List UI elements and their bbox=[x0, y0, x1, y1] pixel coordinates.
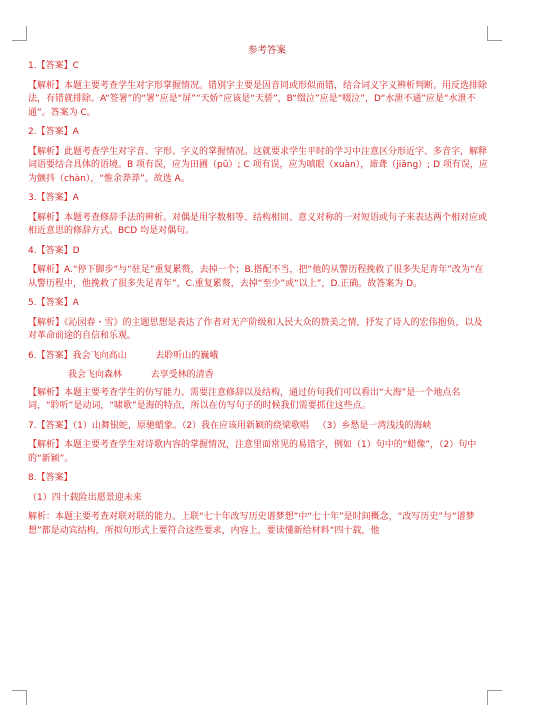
answer-6: 6.【答案】我会飞向高山 去聆听山的巍峨 bbox=[28, 350, 219, 361]
analysis-2: 【解析】此题考查学生对字音、字形、字义的掌握情况。这就要求学生平时的学习中注意区分形近字、多音字，解释词语要结合具体的语境。B 项有误，应为田圃（pǔ）; C 项有误，应为嗔眼（xuàn），谛聋（jiǎng）; D 项有误，应为颤抖（chàn），“惟余莽莽”。故选 A。 bbox=[28, 146, 488, 184]
crop-mark-bottom-left bbox=[12, 690, 27, 705]
analysis-8: 解析：本题主要考查对联对联的能力。上联“七十年改写历史谱梦想”中“七十年”是时间概念，“改写历史”与“谱梦想”都是动宾结构，所拟句形式上要符合这些要求，内容上，要读懂新给材料“四十载，他 bbox=[28, 512, 475, 536]
answer-8: 8.【答案】 bbox=[28, 473, 73, 483]
crop-mark-top-right bbox=[487, 26, 502, 41]
analysis-5: 【解析】《沁园春・雪》的主题思想是表达了作者对无产阶级和人民大众的赞美之情，抒发了诗人的宏伟抱负，以及对革命前途的自信和乐观。 bbox=[28, 317, 483, 341]
analysis-4: 【解析】A.“停下脚步”与“驻足”重复累赘，去掉一个；B.搭配不当，把“他的从警历程挽救了很多失足青年”改为“在从警历程中，他挽救了很多失足青年”，C.重复累赘，去掉“至少”或“以上”，D.正确。故答案为 D。 bbox=[28, 265, 484, 289]
answer-2: 2.【答案】A bbox=[28, 127, 79, 137]
answer-1: 1.【答案】C bbox=[28, 61, 79, 71]
page-title: 参考答案 bbox=[247, 45, 286, 56]
answer-6-line-2: 我会飞向森林 去享受林的清香 bbox=[68, 370, 214, 380]
answer-5: 5.【答案】A bbox=[28, 298, 79, 308]
crop-mark-top-left bbox=[12, 26, 27, 41]
document-body bbox=[28, 60, 490, 544]
analysis-1: 【解析】本题主要考查学生对字形掌握情况。错别字主要是因音同或形似而错，结合词义字义辨析判断。用反选排除法，有错就排除。A“签署”的“署”应是“屏”“天娇”应该是“天骄”，B“缀泣”应是“啜泣”，D“水泄不通”应是“水泄不通”。答案为 C。 bbox=[28, 80, 488, 118]
answer-3: 3.【答案】A bbox=[28, 193, 79, 203]
analysis-3: 【解析】本题考查修辞手法的辨析。对偶是用字数相等、结构相同、意义对称的一对短语或句子来表达两个相对应或相近意思的修辞方式。BCD 均是对偶句。 bbox=[28, 212, 488, 236]
answer-4: 4.【答案】D bbox=[28, 245, 80, 256]
analysis-6: 【解析】本题主要考查学生的仿写能力。需要注意修辞以及结构，通过仿句我们可以看出“大海”是一个地点名词，“聆听”是动词，“啸歌”是海的特点，所以在仿写句子的时候我们需要抓住这些点。 bbox=[28, 387, 461, 411]
crop-mark-bottom-right bbox=[487, 690, 502, 705]
answer-7: 7.【答案】（1）山舞银蛇，原驰蜡象。（2）我在应该用新颖的绕梁歌唱 （3）乡愁是一湾浅浅的海峡 bbox=[28, 420, 432, 431]
answer-8-part-1: （1）四十载险出愿景迎未来 bbox=[28, 492, 142, 503]
analysis-7: 【解析】本题主要考查学生对诗歌内容的掌握情况，注意里面常见的易错字，例如（1）句中的“蜡像”，（2）句中的“新颖”。 bbox=[28, 440, 477, 464]
